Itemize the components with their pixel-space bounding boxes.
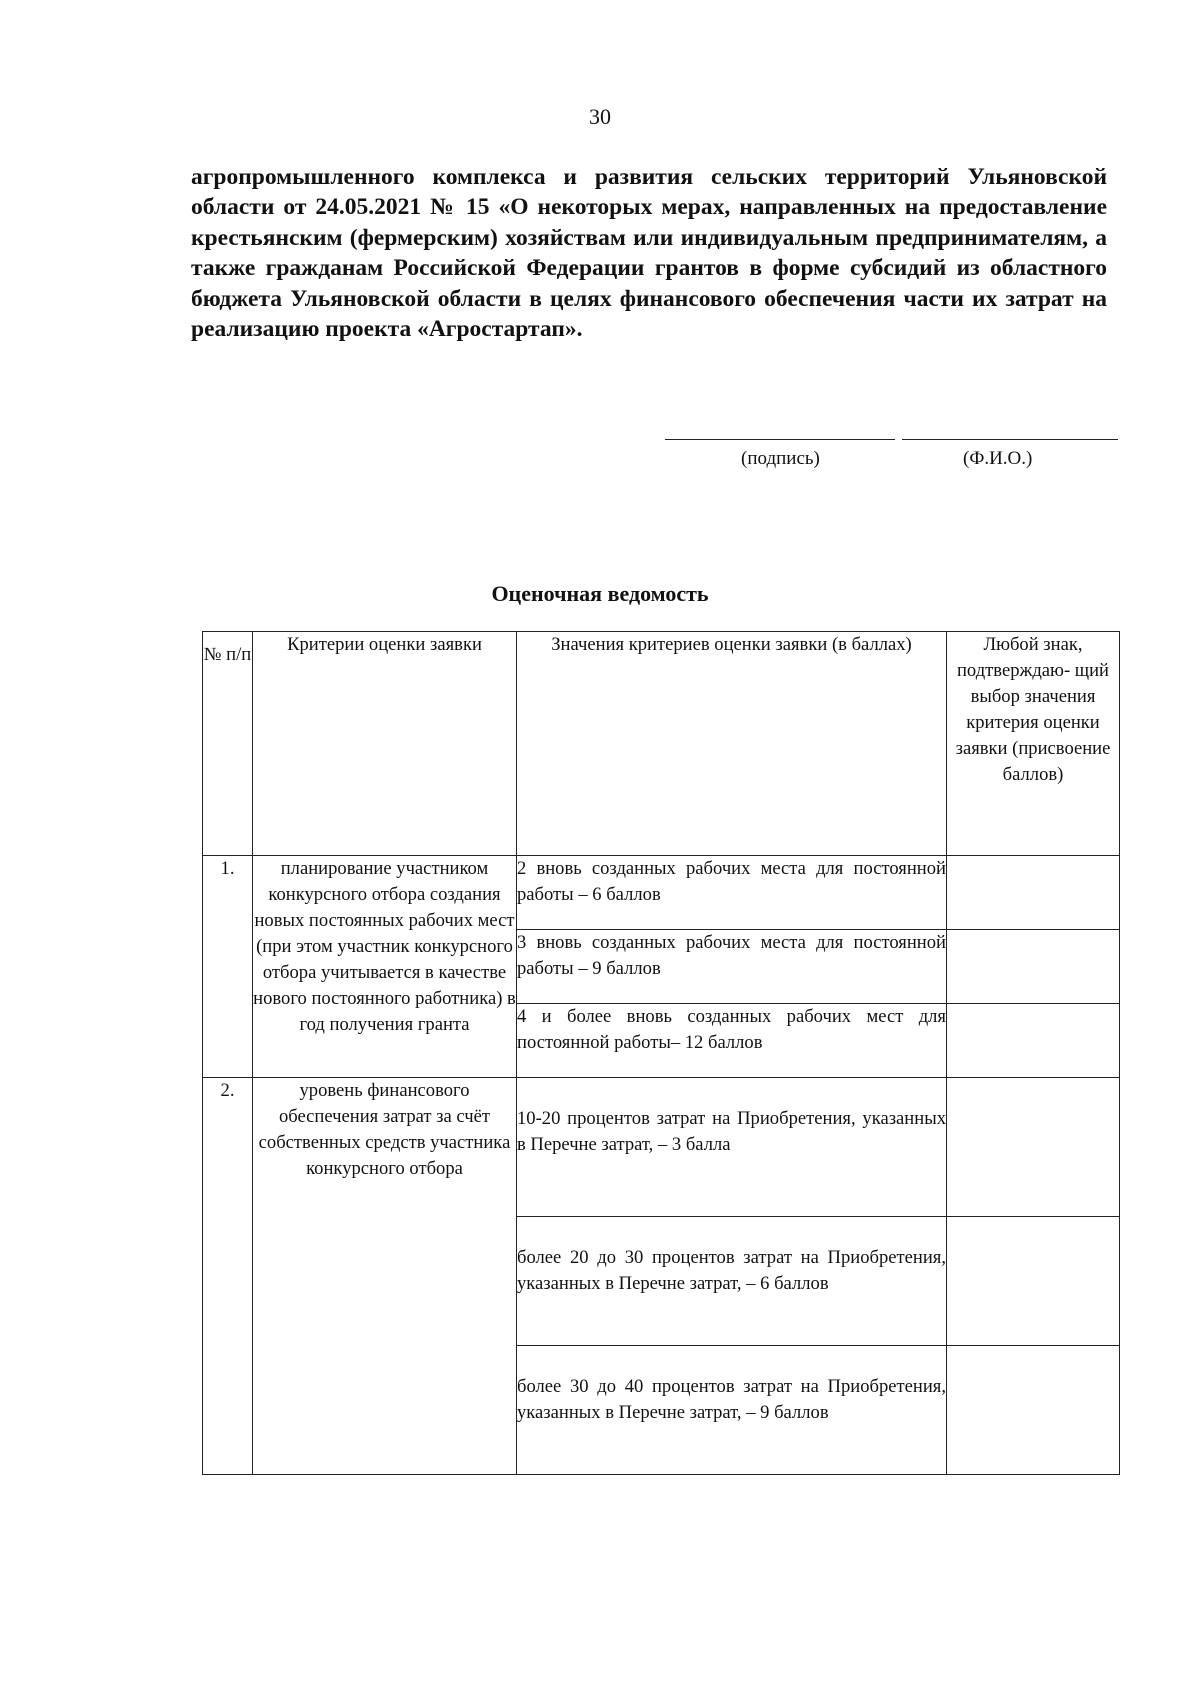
criterion-number: 1. bbox=[203, 856, 253, 1078]
intro-paragraph: агропромышленного комплекса и развития сельских территорий Ульяновской области от 24.05.2021 № 15 «О некоторых мерах, направленных на предоставление крестьянским (фермерским) хозяйствам или индивидуальным предпринимателям, а также гражданам Российской Федерации грантов в форме субсидий из областного бюджета Ульяновской области в целях финансового обеспечения части их затрат на реализацию проекта «Агростартап». bbox=[191, 164, 1107, 343]
criterion-text: уровень финансового обеспечения затрат за счёт собственных средств участника конкурсного отбора bbox=[253, 1078, 517, 1475]
mark-cell[interactable] bbox=[947, 930, 1120, 1004]
table-title: Оценочная ведомость bbox=[491, 581, 709, 606]
signature-line-sign bbox=[665, 439, 895, 440]
mark-cell[interactable] bbox=[947, 1217, 1120, 1346]
evaluation-table bbox=[202, 631, 1120, 1475]
criterion-option: 4 и более вновь созданных рабочих мест для постоянной работы– 12 баллов bbox=[517, 1004, 947, 1078]
mark-cell[interactable] bbox=[947, 856, 1120, 930]
table-row bbox=[203, 856, 1120, 930]
full-name-label: (Ф.И.О.) bbox=[963, 448, 1033, 469]
criterion-option: более 30 до 40 процентов затрат на Приобретения, указанных в Перечне затрат, – 9 баллов bbox=[517, 1346, 947, 1475]
criterion-option: более 20 до 30 процентов затрат на Приобретения, указанных в Перечне затрат, – 6 баллов bbox=[517, 1217, 947, 1346]
header-values: Значения критериев оценки заявки (в баллах) bbox=[517, 632, 947, 856]
criterion-option: 3 вновь созданных рабочих места для постоянной работы – 9 баллов bbox=[517, 930, 947, 1004]
criterion-option: 10-20 процентов затрат на Приобретения, указанных в Перечне затрат, – 3 балла bbox=[517, 1078, 947, 1217]
criterion-number: 2. bbox=[203, 1078, 253, 1475]
table-header-row bbox=[203, 632, 1120, 856]
criterion-option: 2 вновь созданных рабочих места для постоянной работы – 6 баллов bbox=[517, 856, 947, 930]
mark-cell[interactable] bbox=[947, 1346, 1120, 1475]
header-num: № п/п bbox=[203, 632, 253, 856]
signature-label: (подпись) bbox=[741, 448, 820, 469]
signature-line-name bbox=[902, 439, 1118, 440]
mark-cell[interactable] bbox=[947, 1004, 1120, 1078]
criterion-text: планирование участником конкурсного отбора создания новых постоянных рабочих мест (при этом участник конкурсного отбора учитывается в качестве нового постоянного работника) в год получения гранта bbox=[253, 856, 517, 1078]
page-number: 30 bbox=[589, 104, 611, 129]
mark-cell[interactable] bbox=[947, 1078, 1120, 1217]
table-row bbox=[203, 1078, 1120, 1217]
header-criteria: Критерии оценки заявки bbox=[253, 632, 517, 856]
header-mark: Любой знак, подтверждаю- щий выбор значения критерия оценки заявки (присвоение баллов) bbox=[947, 632, 1120, 856]
